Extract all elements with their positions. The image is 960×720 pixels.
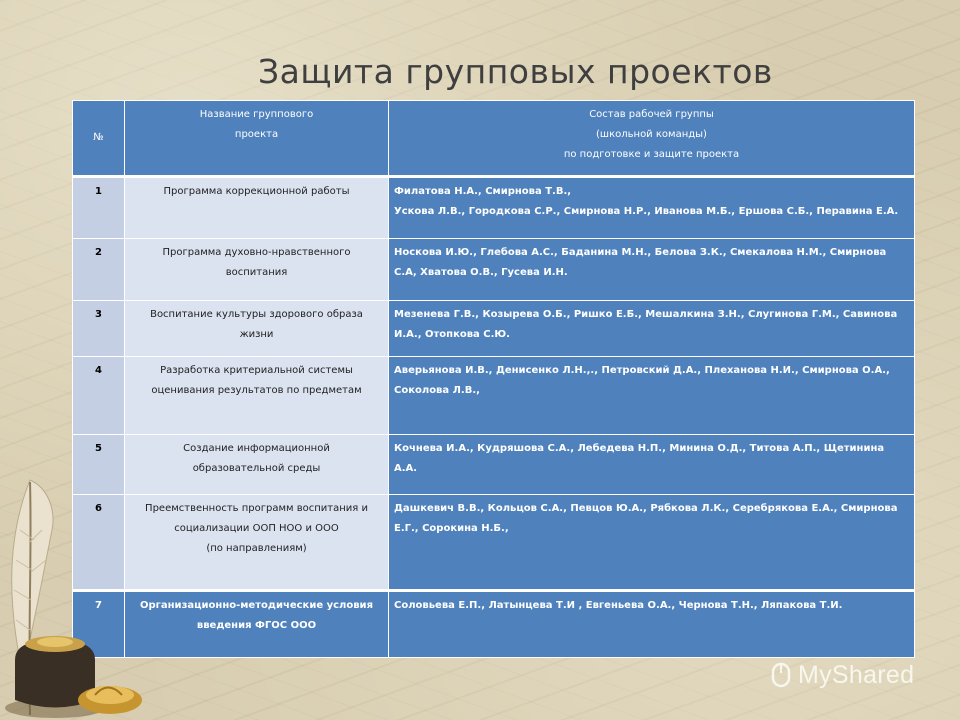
members-line: Кочнева И.А., Кудряшова С.А., Лебедева Н.П., Минина О.Д., Титова А.П., Щетинина А.А. [394, 443, 885, 474]
table-row [73, 301, 915, 357]
project-name-line: образовательной среды [192, 463, 321, 474]
members-line: Соловьева Е.П., Латынцева Т.И , Евгеньева О.А., Чернова Т.Н., Ляпакова Т.И. [394, 600, 843, 611]
row-number: 2 [73, 239, 125, 301]
members-line: Дашкевич В.В., Кольцов С.А., Певцов Ю.А., Рябкова Л.К., Серебрякова Е.А., Смирнова [394, 503, 898, 514]
header-num: № [73, 101, 125, 177]
row-number: 1 [73, 177, 125, 239]
members-line: Мезенева Г.В., Козырева О.Б., Ришко Е.Б., Мешалкина З.Н., Слугинова Г.М., Савинова [394, 309, 898, 320]
table-row [73, 591, 915, 658]
watermark-text: MyShared [798, 660, 915, 689]
members-line: Соколова Л.В., [394, 385, 480, 396]
slide-title: Защита групповых проектов [258, 52, 773, 91]
mouse-icon [768, 661, 794, 689]
project-members [389, 591, 915, 658]
project-members [389, 495, 915, 591]
project-name-line: Программа коррекционной работы [163, 186, 350, 197]
members-line: С.А, Хватова О.В., Гусева И.Н. [394, 267, 568, 278]
projects-table [72, 100, 915, 658]
header-members [389, 101, 915, 177]
project-name [125, 301, 389, 357]
project-name [125, 239, 389, 301]
table-header-row [73, 101, 915, 177]
project-name-line: жизни [239, 329, 274, 340]
table-row [73, 435, 915, 495]
project-name-line: воспитания [225, 267, 288, 278]
project-name-line: социализации ООП НОО и ООО [174, 523, 339, 534]
project-name [125, 591, 389, 658]
members-line: Е.Г., Сорокина Н.Б., [394, 523, 509, 534]
project-name [125, 177, 389, 239]
project-members [389, 435, 915, 495]
project-members [389, 239, 915, 301]
project-members [389, 301, 915, 357]
project-name-line: (по направлениям) [206, 543, 307, 554]
project-name-line: оценивания результатов по предметам [151, 385, 362, 396]
table-row [73, 495, 915, 591]
header-name-line: Название группового [199, 109, 314, 120]
header-members-line: по подготовке и защите проекта [563, 149, 740, 160]
project-name [125, 357, 389, 435]
project-name-line: Разработка критериальной системы [160, 365, 353, 376]
project-name-line: Преемственность программ воспитания и [145, 503, 368, 514]
row-number: 6 [73, 495, 125, 591]
header-name [125, 101, 389, 177]
project-name-line: введения ФГОС ООО [196, 620, 317, 631]
table-row [73, 357, 915, 435]
project-members [389, 357, 915, 435]
table-row [73, 177, 915, 239]
row-number: 7 [73, 591, 125, 658]
project-name [125, 435, 389, 495]
header-members-line: (школьной команды) [596, 129, 707, 140]
project-name-line: Программа духовно-нравственного [162, 247, 351, 258]
row-number: 3 [73, 301, 125, 357]
project-name-line: Воспитание культуры здорового образа [150, 309, 363, 320]
project-members [389, 177, 915, 239]
members-line: Филатова Н.А., Смирнова Т.В., [394, 186, 572, 197]
members-line: И.А., Отопкова С.Ю. [394, 329, 510, 340]
members-line: Аверьянова И.В., Денисенко Л.Н.,., Петровский Д.А., Плеханова Н.И., Смирнова О.А., [394, 365, 890, 376]
project-name-line: Организационно-методические условия [140, 600, 373, 611]
header-name-line: проекта [234, 129, 279, 140]
members-line: Ускова Л.В., Городкова С.Р., Смирнова Н.Р., Иванова М.Б., Ершова С.Б., Перавина Е.А. [394, 206, 899, 217]
header-members-line: Состав рабочей группы [589, 109, 714, 120]
project-name-line: Создание информационной [183, 443, 330, 454]
members-line: Носкова И.Ю., Глебова А.С., Баданина М.Н., Белова З.К., Смекалова Н.М., Смирнова [394, 247, 887, 258]
row-number: 5 [73, 435, 125, 495]
project-name [125, 495, 389, 591]
inkwell-icon [0, 600, 150, 720]
table-row [73, 239, 915, 301]
myshared-watermark [768, 660, 928, 690]
row-number: 4 [73, 357, 125, 435]
